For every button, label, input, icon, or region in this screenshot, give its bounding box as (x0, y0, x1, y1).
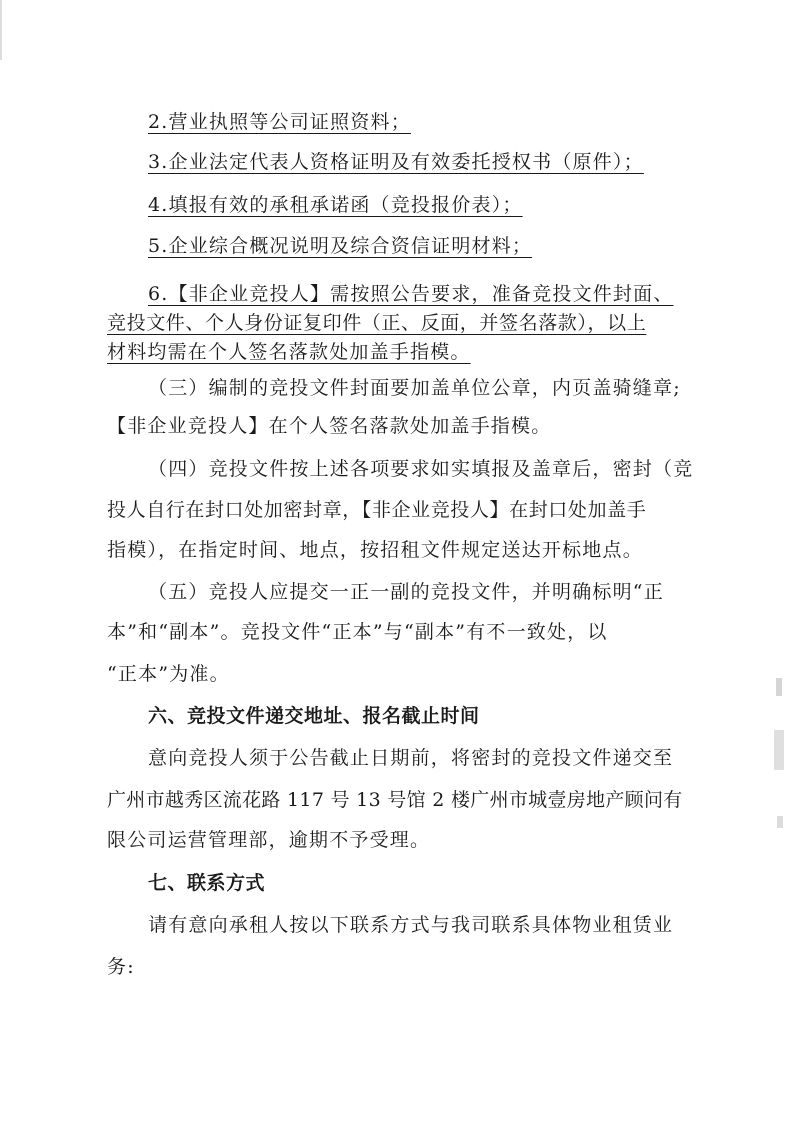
para-5-line-1: （五）竞投人应提交一正一副的竞投文件，并明确标明“正 (148, 581, 664, 603)
para-4-line-2: 投人自行在封口处加密封章，【非企业竞投人】在封口处加盖手 (107, 499, 647, 521)
list-item-3: 3.企业法定代表人资格证明及有效委托授权书（原件）； (148, 151, 644, 173)
section-6-line-1: 意向竞投人须于公告截止日期前，将密封的竞投文件递交至 (148, 747, 674, 769)
para-5-line-3: “正本”为准。 (107, 663, 230, 685)
list-item-6-line-3: 材料均需在个人签名落款处加盖手指模。 (107, 341, 471, 363)
scan-artifact-mark (776, 678, 782, 696)
section-6-line-2: 广州市越秀区流花路 117 号 13 号馆 2 楼广州市城壹房地产顾问有 (107, 789, 683, 811)
list-item-5: 5.企业综合概况说明及综合资信证明材料； (148, 235, 533, 257)
para-4-line-3: 指模），在指定时间、地点，按招租文件规定送达开标地点。 (107, 539, 643, 561)
section-7-line-2: 务: (107, 956, 135, 978)
list-item-6-line-1: 6.【非企业竞投人】需按照公告要求，准备竞投文件封面、 (148, 283, 674, 305)
section-6-heading: 六、竞投文件递交地址、报名截止时间 (148, 705, 480, 727)
para-3-line-2: 【非企业竞投人】在个人签名落款处加盖手指模。 (107, 415, 552, 437)
section-7-heading: 七、联系方式 (148, 872, 266, 894)
scan-artifact-mark (774, 730, 784, 770)
section-7-line-1: 请有意向承租人按以下联系方式与我司联系具体物业租赁业 (148, 914, 674, 936)
list-item-6-line-2: 竞投文件、个人身份证复印件（正、反面，并签名落款），以上 (107, 312, 647, 334)
scan-artifact-mark (777, 816, 783, 828)
para-5-line-2: 本”和“副本”。竞投文件“正本”与“副本”有不一致处，以 (107, 621, 608, 643)
list-item-2: 2.营业执照等公司证照资料； (148, 111, 411, 133)
scan-artifact-mark (0, 0, 2, 60)
para-3-line-1: （三）编制的竞投文件封面要加盖单位公章，内页盖骑缝章; (148, 377, 681, 399)
section-6-line-3: 限公司运营管理部，逾期不予受理。 (107, 829, 431, 851)
para-4-line-1: （四）竞投文件按上述各项要求如实填报及盖章后，密封（竞 (148, 458, 694, 480)
list-item-4: 4.填报有效的承租承诺函（竞投报价表）； (148, 194, 523, 216)
